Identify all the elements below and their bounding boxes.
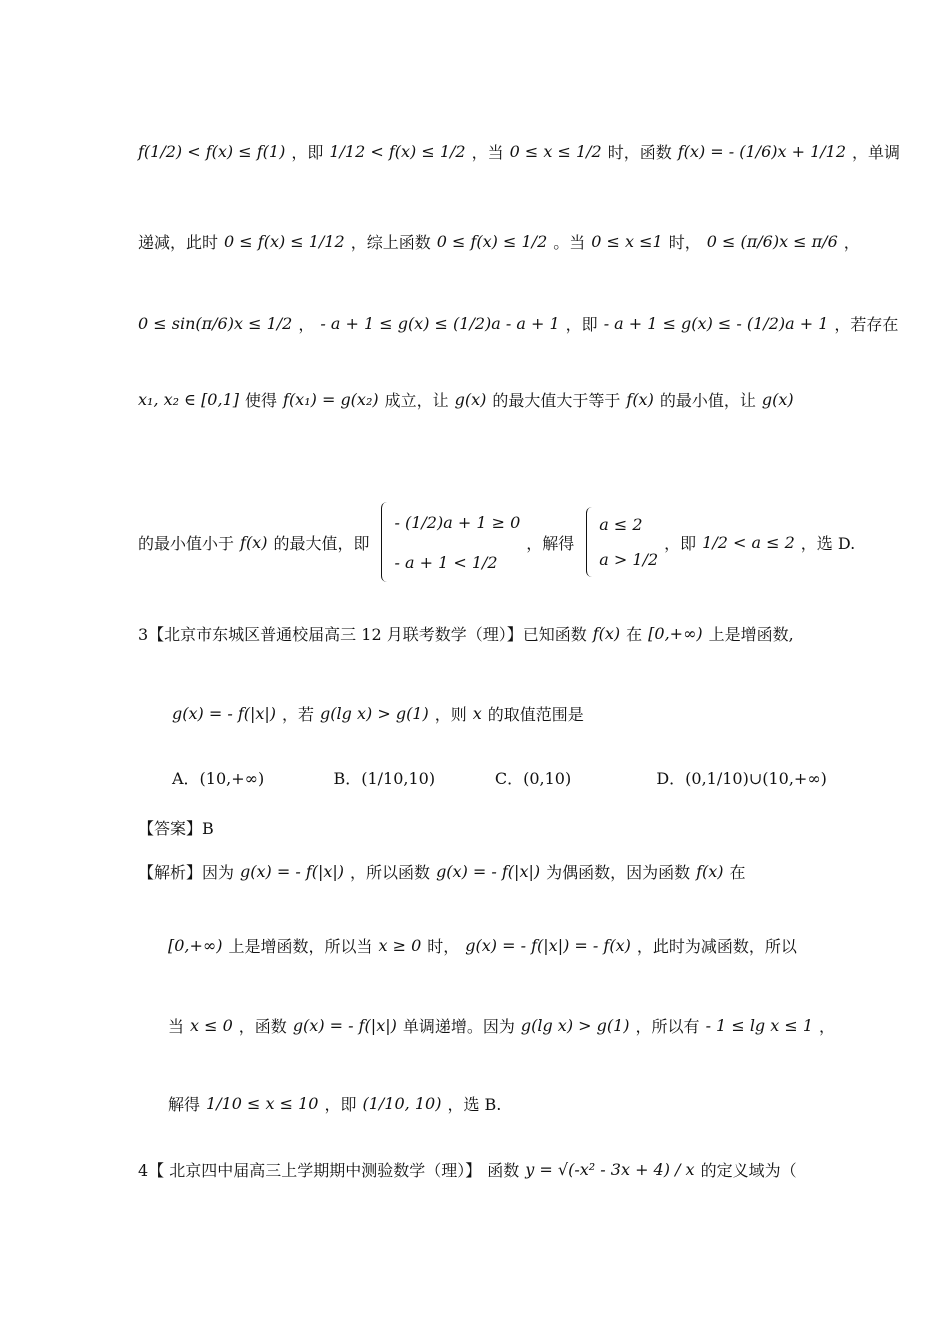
inequality: 0 ≤ sin(π/6)x ≤ 1/2	[138, 314, 293, 333]
text: ，若存在	[834, 315, 899, 334]
text: 。当	[553, 233, 586, 252]
option-a: A．(10,+∞)	[172, 769, 265, 788]
analysis-line-1	[138, 860, 818, 883]
system-row: - (1/2)a + 1 ≥ 0	[394, 512, 521, 532]
text: ，选 D.	[800, 533, 856, 553]
text: 的最小值小于	[138, 533, 235, 553]
text: ，此时为减函数，所以	[636, 937, 797, 956]
inequality: 0 ≤ f(x) ≤ 1/2	[436, 232, 548, 251]
text: 上是增函数，所以当	[228, 937, 373, 956]
text: ，所以有	[635, 1017, 700, 1036]
function-symbol: g(x)	[454, 390, 487, 409]
text: 在	[729, 863, 746, 882]
text: ，	[843, 233, 860, 252]
text: ，即	[664, 533, 697, 553]
text: 成立，让	[384, 391, 449, 410]
text: ，选 B.	[447, 1095, 502, 1114]
inequality: - a + 1 ≤ g(x) ≤ - (1/2)a + 1	[603, 314, 829, 333]
question-3-line-2	[172, 702, 852, 725]
text: ，综上函数	[350, 233, 431, 252]
text: 的取值范围是	[487, 705, 584, 724]
inequality: 1/2 < a ≤ 2	[702, 532, 795, 552]
text: 时，函数	[607, 143, 672, 162]
text: ，单调	[852, 143, 901, 162]
text: ，	[819, 1017, 836, 1036]
option-c: C．(0,10)	[494, 769, 572, 788]
interval: [0,+∞)	[168, 936, 223, 955]
text: 的定义域为（	[700, 1161, 797, 1180]
text: ，即	[565, 315, 598, 334]
text: ，函数	[238, 1017, 287, 1036]
inequality: 0 ≤ (π/6)x ≤ π/6	[706, 232, 838, 251]
variable: x	[472, 704, 482, 723]
option-b: B．(1/10,10)	[333, 769, 436, 788]
function-definition: g(x) = - f(|x|)	[172, 704, 277, 723]
inequality: 1/12 < f(x) ≤ 1/2	[329, 142, 466, 161]
analysis-line-2	[168, 934, 848, 957]
analysis-label: 【解析】因为	[138, 863, 235, 882]
function-definition: y = √(-x² - 3x + 4) / x	[525, 1160, 695, 1179]
question-3-options	[172, 766, 852, 789]
inequality: 1/10 ≤ x ≤ 10	[206, 1094, 319, 1113]
inequality: g(lg x) > g(1)	[520, 1016, 630, 1035]
text: 在	[626, 625, 643, 644]
inequality-system-1	[381, 502, 520, 582]
solution-line-1	[138, 140, 901, 163]
solution-line-3	[138, 312, 899, 335]
inequality: 0 ≤ x ≤ 1/2	[509, 142, 602, 161]
text: ，若	[282, 705, 315, 724]
equation: f(x₁) = g(x₂)	[283, 390, 379, 409]
question-4-stem	[138, 1158, 818, 1181]
interval: (1/10, 10)	[362, 1094, 442, 1113]
text: ，	[298, 315, 315, 334]
text: 使得	[245, 391, 278, 410]
inequality-system-2	[586, 507, 658, 577]
system-row: a ≤ 2	[599, 515, 643, 534]
answer-line	[138, 816, 818, 839]
solution-line-2	[138, 230, 860, 253]
text: 递减，此时	[138, 233, 219, 252]
answer: 【答案】B	[138, 819, 214, 838]
text: ，所以函数	[350, 863, 431, 882]
equation: g(x) = - f(|x|) = - f(x)	[465, 936, 631, 955]
inequality: x ≤ 0	[190, 1016, 233, 1035]
text: 时，	[668, 233, 701, 252]
interval: [0,+∞)	[648, 624, 703, 643]
function-symbol: f(x)	[696, 862, 724, 881]
function-definition: g(x) = - f(|x|)	[240, 862, 345, 881]
text: 的最小值，让	[659, 391, 756, 410]
brace-icon	[381, 502, 390, 582]
function-definition: g(x) = - f(|x|)	[436, 862, 541, 881]
option-d: D．(0,1/10)∪(10,+∞)	[656, 769, 827, 788]
function-symbol: f(x)	[592, 624, 621, 643]
text: 函数	[487, 1161, 520, 1180]
brace-icon	[586, 507, 595, 577]
text: ，则	[434, 705, 467, 724]
analysis-line-4	[168, 1092, 848, 1115]
solution-line-4	[138, 388, 818, 411]
text: 上是增函数,	[708, 625, 794, 644]
inequality: - a + 1 ≤ g(x) ≤ (1/2)a - a + 1	[320, 314, 560, 333]
text: 时，	[427, 937, 460, 956]
text: 单调递增。因为	[402, 1017, 515, 1036]
inequality: 0 ≤ x ≤1	[591, 232, 663, 251]
inequality: 0 ≤ f(x) ≤ 1/12	[224, 232, 345, 251]
system-row: a > 1/2	[599, 550, 659, 569]
text: ，解得	[526, 533, 575, 553]
text: 解得	[168, 1095, 201, 1114]
function-symbol: g(x)	[761, 390, 794, 409]
function-symbol: f(x)	[240, 532, 268, 552]
function-symbol: f(x)	[626, 390, 654, 409]
inequality: g(lg x) > g(1)	[320, 704, 429, 723]
inequality: f(1/2) < f(x) ≤ f(1)	[138, 142, 286, 161]
function-expression: f(x) = - (1/6)x + 1/12	[677, 142, 847, 161]
function-definition: g(x) = - f(|x|)	[292, 1016, 397, 1035]
text: 为偶函数，因为函数	[546, 863, 691, 882]
analysis-line-3	[168, 1014, 848, 1037]
text: 当	[168, 1017, 185, 1036]
question-header: 4【 北京四中届高三上学期期中测验数学（理）】	[138, 1161, 482, 1180]
text: ，即	[324, 1095, 357, 1114]
set-expression: x₁, x₂ ∈ [0,1]	[138, 390, 239, 409]
text: 的最大值大于等于	[492, 391, 621, 410]
inequality: - 1 ≤ lg x ≤ 1	[705, 1016, 814, 1035]
system-row: - a + 1 < 1/2	[394, 552, 498, 572]
inequality: x ≥ 0	[378, 936, 422, 955]
text: ，当	[471, 143, 504, 162]
question-3-stem	[138, 622, 818, 645]
question-header: 3【北京市东城区普通校届高三 12 月联考数学（理）】已知函数	[138, 625, 587, 644]
text: ，即	[291, 143, 324, 162]
text: 的最大值，即	[273, 533, 370, 553]
solution-line-5	[138, 502, 856, 582]
